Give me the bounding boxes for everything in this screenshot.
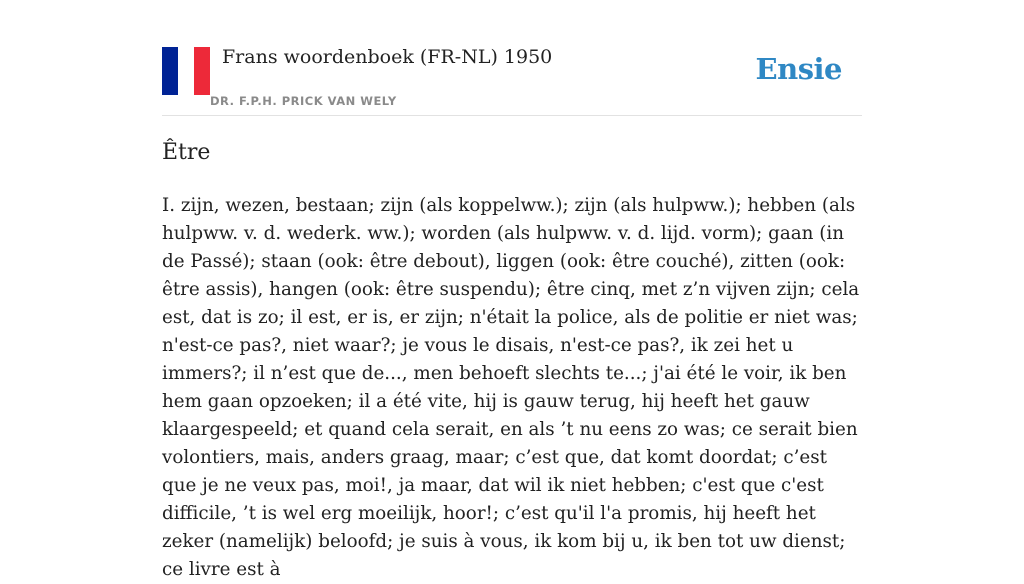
french-flag-icon <box>162 47 210 95</box>
dictionary-author[interactable]: DR. F.P.H. PRICK VAN WELY <box>210 94 397 108</box>
flag-stripe-red <box>194 47 210 95</box>
flag-stripe-white <box>178 47 194 95</box>
flag-stripe-blue <box>162 47 178 95</box>
dictionary-title[interactable]: Frans woordenboek (FR-NL) 1950 <box>222 46 553 68</box>
entry-headword: Être <box>162 140 211 165</box>
page-container <box>162 0 862 580</box>
ensie-logo[interactable]: Ensie <box>755 52 842 86</box>
entry-definition: I. zijn, wezen, bestaan; zijn (als koppelww.); zijn (als hulpww.); hebben (als hulpww. v. d. wederk. ww.); worden (als hulpww. v. d. lijd. vorm); gaan (in de Passé); staan (ook: être debout), liggen (ook: être couché), zitten (ook: être assis), hangen (ook: être suspendu); être cinq, met z’n vijven zijn; cela est, dat is zo; il est, er is, er zijn; n'était la police, als de politie er niet was; n'est-ce pas?, niet waar?; je vous le disais, n'est-ce pas?, ik zei het u immers?; il n’est que de..., men behoeft slechts te...; j'ai été le voir, ik ben hem gaan opzoeken; il a été vite, hij is gauw terug, hij heeft het gauw klaargespeeld; et quand cela serait, en als ’t nu eens zo was; ce serait bien volontiers, mais, anders graag, maar; c’est que, dat komt doordat; c’est que je ne veux pas, moi!, ja maar, dat wil ik niet hebben; c'est que c'est difficile, ’t is wel erg moeilijk, hoor!; c’est qu'il l'a promis, hij heeft het zeker (namelijk) beloofd; je suis à vous, ik kom bij u, ik ben tot uw dienst; ce livre est à <box>162 195 860 580</box>
dictionary-header <box>162 0 862 116</box>
